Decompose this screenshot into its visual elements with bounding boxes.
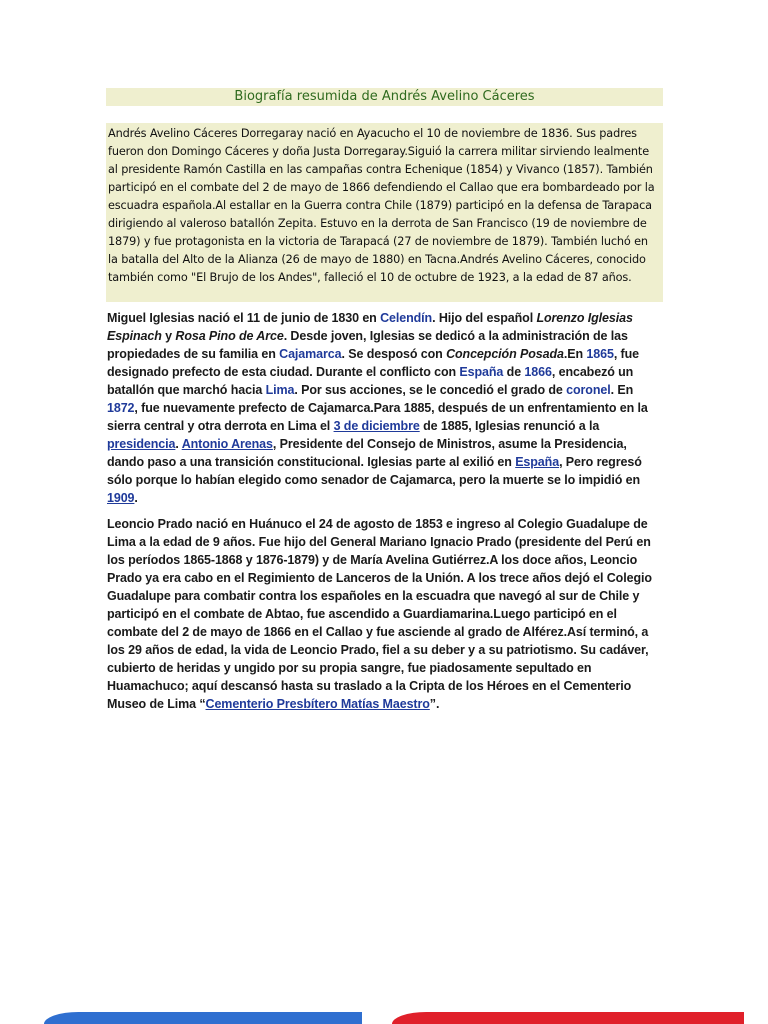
iglesias-text: , encabezó un batallón que marchó hacia <box>107 365 634 397</box>
iglesias-text: , fue designado prefecto de esta ciudad. Durante el conflicto con <box>107 347 640 379</box>
link-3-de-diciembre[interactable]: 3 de diciembre <box>333 419 420 433</box>
spouse-name: Concepción Posada <box>446 347 564 361</box>
mother-name: Rosa Pino de Arce <box>175 329 284 343</box>
link-cementerio-presbitero[interactable]: Cementerio Presbítero Matías Maestro <box>205 697 430 711</box>
footer-red-button-edge[interactable] <box>392 1012 744 1024</box>
prado-text: ”. <box>429 697 440 711</box>
iglesias-biography <box>107 309 663 507</box>
iglesias-text: y <box>161 329 176 343</box>
iglesias-text: . Hijo del español <box>432 311 537 325</box>
link-1865[interactable]: 1865 <box>586 347 614 361</box>
iglesias-text: . Por sus acciones, se le concedió el grado de <box>294 383 567 397</box>
page-title: Biografía resumida de Andrés Avelino Cáceres <box>106 88 663 106</box>
iglesias-text: . Desde joven, Iglesias se dedicó a la administración de las propiedades de su familia en <box>107 329 628 361</box>
link-espana[interactable]: España <box>459 365 504 379</box>
iglesias-text: de <box>503 365 525 379</box>
iglesias-text: Miguel Iglesias nació el 11 de junio de 1830 en <box>107 311 381 325</box>
link-1872[interactable]: 1872 <box>107 401 135 415</box>
link-presidencia[interactable]: presidencia <box>107 437 176 451</box>
link-celendin[interactable]: Celendín <box>380 311 433 325</box>
link-cajamarca[interactable]: Cajamarca <box>279 347 342 361</box>
iglesias-text: .En <box>563 347 587 361</box>
caceres-biography: Andrés Avelino Cáceres Dorregaray nació en Ayacucho el 10 de noviembre de 1836. Sus padres fueron don Domingo Cáceres y doña Justa Dorregaray.Siguió la carrera militar sirviendo lealmente al presidente Ramón Castilla en las campañas contra Echenique (1854) y Vivanco (1857). También participó en el combate del 2 de mayo de 1866 defendiendo el Callao que era bombardeado por la escuadra española.Al estallar en la Guerra contra Chile (1879) participó en la defensa de Tarapaca dirigiendo al valeroso batallón Zepita. Estuvo en la derrota de San Francisco (19 de noviembre de 1879) y fue protagonista en la victoria de Tarapacá (27 de noviembre de 1879). También luchó en la batalla del Alto de la Alianza (26 de mayo de 1880) en Tacna.Andrés Avelino Cáceres, conocido también como "El Brujo de los Andes", falleció el 10 de octubre de 1923, a la edad de 87 años. <box>106 123 663 302</box>
link-1909[interactable]: 1909 <box>107 491 135 505</box>
iglesias-text: , Presidente del Consejo de Ministros, asume la Presidencia, dando paso a una transición constitucional. Iglesias parte al exilió en <box>107 437 627 469</box>
iglesias-text: . <box>175 437 182 451</box>
link-1866[interactable]: 1866 <box>524 365 552 379</box>
link-espana-exilio[interactable]: España <box>515 455 560 469</box>
iglesias-text: . <box>134 491 138 505</box>
link-coronel[interactable]: coronel <box>566 383 611 397</box>
prado-biography <box>107 515 663 713</box>
iglesias-text: . Se desposó con <box>341 347 447 361</box>
iglesias-text: de 1885, Iglesias renunció a la <box>419 419 600 433</box>
link-antonio-arenas[interactable]: Antonio Arenas <box>181 437 273 451</box>
footer-blue-button-edge[interactable] <box>44 1012 362 1024</box>
father-name: Lorenzo Iglesias Espinach <box>107 311 633 343</box>
prado-text: Leoncio Prado nació en Huánuco el 24 de agosto de 1853 e ingreso al Colegio Guadalupe de Lima a la edad de 9 años. Fue hijo del General Mariano Ignacio Prado (presidente del Perú en los períodos 1865-1868 y 1876-1879) y de María Avelina Gutiérrez.A los doce años, Leoncio Prado ya era cabo en el Regimiento de Lanceros de la Unión. A los trece años dejó el Colegio Guadalupe para combatir contra los españoles en la escuadra que navegó al sur de Chile y participó en el combate de Abtao, fue ascendido a Guardiamarina.Luego participó en el combate del 2 de mayo de 1866 en el Callao y fue asciende al grado de Alférez.Así terminó, a los 29 años de edad, la vida de Leoncio Prado, fiel a su deber y a su patriotismo. Su cadáver, cubierto de heridas y ungido por su propia sangre, fue piadosamente sepultado en Huamachuco; aquí descansó hasta su traslado a la Cripta de los Héroes en el Cementerio Museo de Lima “ <box>107 517 652 711</box>
iglesias-text: , fue nuevamente prefecto de Cajamarca.Para 1885, después de un enfrentamiento en la sierra central y otra derrota en Lima el <box>107 401 648 433</box>
iglesias-text: , Pero regresó sólo porque lo habían elegido como senador de Cajamarca, pero la muerte se lo impidió en <box>107 455 642 487</box>
iglesias-text: . En <box>610 383 634 397</box>
link-lima[interactable]: Lima <box>265 383 295 397</box>
